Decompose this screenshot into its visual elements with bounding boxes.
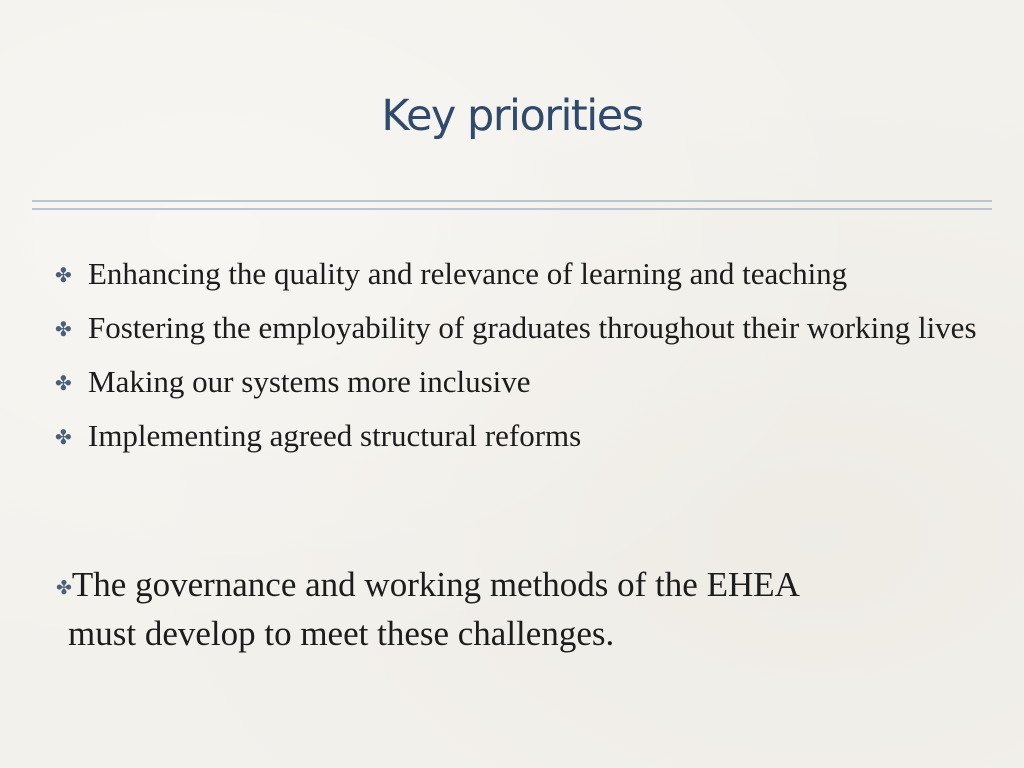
bullet-text: Fostering the employability of graduates throughout their working lives: [88, 310, 977, 345]
title-divider: [32, 200, 992, 210]
bullet-text: Enhancing the quality and relevance of learning and teaching: [88, 256, 848, 291]
bullet-text: Implementing agreed structural reforms: [88, 418, 582, 453]
bullet-text: Making our systems more inclusive: [88, 364, 531, 399]
flower-bullet-icon: ✤: [55, 263, 72, 287]
bullet-item: [55, 414, 995, 457]
bullet-item: [55, 306, 995, 349]
flower-bullet-icon: ✤: [56, 577, 72, 599]
bullet-list: [55, 252, 995, 468]
closing-statement: [56, 562, 936, 656]
bullet-item: [55, 360, 995, 403]
closing-line-2: must develop to meet these challenges.: [68, 614, 615, 653]
slide-title: Key priorities: [381, 91, 643, 141]
flower-bullet-icon: ✤: [55, 371, 72, 395]
flower-bullet-icon: ✤: [55, 425, 72, 449]
closing-line-1: The governance and working methods of the EHEA: [71, 565, 800, 604]
bullet-item: [55, 252, 995, 295]
flower-bullet-icon: ✤: [55, 317, 72, 341]
